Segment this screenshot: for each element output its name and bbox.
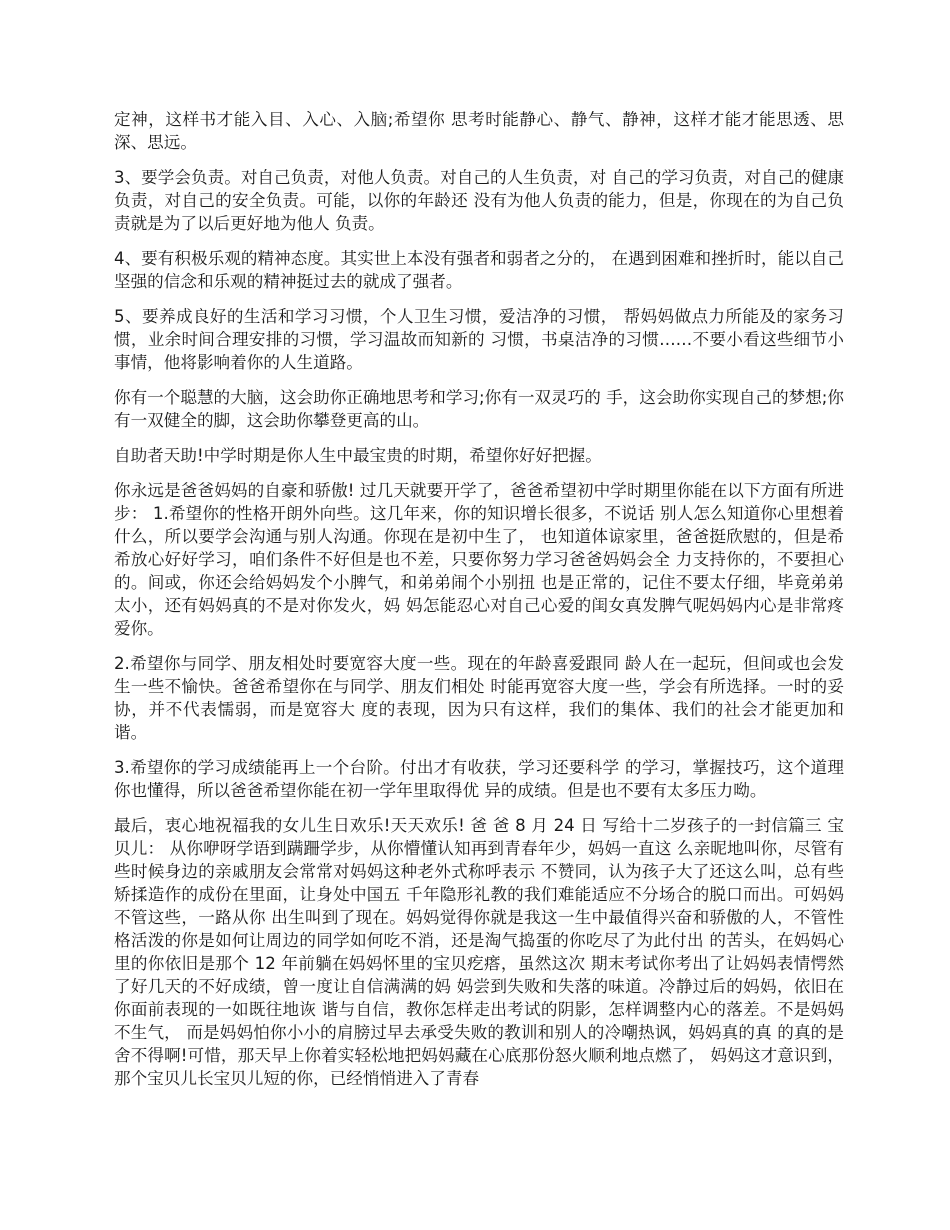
paragraph-self-help: 自助者天助!中学时期是你人生中最宝贵的时期，希望你好好把握。	[114, 446, 602, 465]
paragraph-study: 3.希望你的学习成绩能再上一个台阶。付出才有收获，学习还要科学 的学习，掌握技巧，这个道理你也懂得，所以爸爸希望你能在初一学年里取得优 异的成绩。但是也不要有太多压力呦。	[114, 758, 844, 800]
paragraph-continuation: 定神，这样书才能入目、入心、入脑;希望你 思考时能静心、静气、静神，这样才能才能思透、思深、思远。	[114, 110, 844, 152]
paragraph-closing-letter: 最后，衷心地祝福我的女儿生日欢乐!天天欢乐! 爸 爸 8 月 24 日 写给十二岁孩子的一封信篇三 宝贝儿： 从你咿呀学语到蹒跚学步，从你懵懂认知再到青春年少，妈妈一直这 么亲昵地叫你，尽管有些时候身边的亲戚朋友会常常对妈妈这种老外式称呼表示 不赞同，认为孩子大了还这么叫，总有些矫揉造作的成份在里面，让身处中国五 千年隐形礼教的我们难能适应不分场合的脱口而出。可妈妈不管这些，一路从你 出生叫到了现在。妈妈觉得你就是我这一生中最值得兴奋和骄傲的人，不管性 格活泼的你是如何让周边的同学如何吃不消，还是淘气捣蛋的你吃尽了为此付出 的苦头，在妈妈心里的你依旧是那个 12 年前躺在妈妈怀里的宝贝疙瘩，虽然这次 期末考试你考出了让妈妈表情愕然了好几天的不好成绩，曾一度让自信满满的妈 妈尝到失败和失落的味道。冷静过后的妈妈，依旧在你面前表现的一如既往地诙 谐与自信，教你怎样走出考试的阴影，怎样调整内心的落差。不是妈妈不生气， 而是妈妈怕你小小的肩膀过早去承受失败的教训和别人的冷嘲热讽，妈妈真的真 的真的是舍不得啊!可惜，那天早上你着实轻松地把妈妈藏在心底那份怒火顺利地点燃了， 妈妈这才意识到，那个宝贝儿长宝贝儿短的你，已经悄悄进入了青春	[114, 816, 844, 1088]
paragraph-habits: 5、要养成良好的生活和学习习惯，个人卫生习惯，爱洁净的习惯， 帮妈妈做点力所能及的家务习惯，业余时间合理安排的习惯，学习温故而知新的 习惯，书桌洁净的习惯……不要小看这些细节小事情，他将影响着你的人生道路。	[114, 307, 844, 372]
paragraph-brain-hands-feet: 你有一个聪慧的大脑，这会助你正确地思考和学习;你有一双灵巧的 手，这会助你实现自己的梦想;你有一双健全的脚，这会助你攀登更高的山。	[114, 388, 844, 430]
paragraph-pride: 你永远是爸爸妈妈的自豪和骄傲! 过几天就要开学了，爸爸希望初中学时期里你能在以下方面有所进 步： 1.希望你的性格开朗外向些。这几年来，你的知识增长很多，不说话 别人怎么知道你心里想着什么，所以要学会沟通与别人沟通。你现在是初中生了， 也知道体谅家里，爸爸挺欣慰的，但是希希放心好好学习，咱们条件不好但是也不差，只要你努力学习爸爸妈妈会全 力支持你的，不要担心的。间或，你还会给妈妈发个小脾气，和弟弟闹个小别扭 也是正常的，记住不要太仔细，毕竟弟弟太小，还有妈妈真的不是对你发火，妈 妈怎能忍心对自己心爱的闺女真发脾气呢妈妈内心是非常疼爱你。	[114, 481, 844, 638]
paragraph-tolerance: 2.希望你与同学、朋友相处时要宽容大度一些。现在的年龄喜爱跟同 龄人在一起玩，但间或也会发生一些不愉快。爸爸希望你在与同学、朋友们相处 时能再宽容大度一些，学会有所选择。一时的妥协，并不代表懦弱，而是宽容大 度的表现，因为只有这样，我们的集体、我们的社会才能更加和谐。	[114, 654, 844, 742]
paragraph-responsibility: 3、要学会负责。对自己负责，对他人负责。对自己的人生负责，对 自己的学习负责，对自己的健康负责，对自己的安全负责。可能，以你的年龄还 没有为他人负责的能力，但是，你现在的为自己负责就是为了以后更好地为他人 负责。	[114, 168, 844, 233]
paragraph-optimism: 4、要有积极乐观的精神态度。其实世上本没有强者和弱者之分的， 在遇到困难和挫折时，能以自己坚强的信念和乐观的精神挺过去的就成了强者。	[114, 249, 844, 291]
document-page	[114, 108, 844, 1102]
